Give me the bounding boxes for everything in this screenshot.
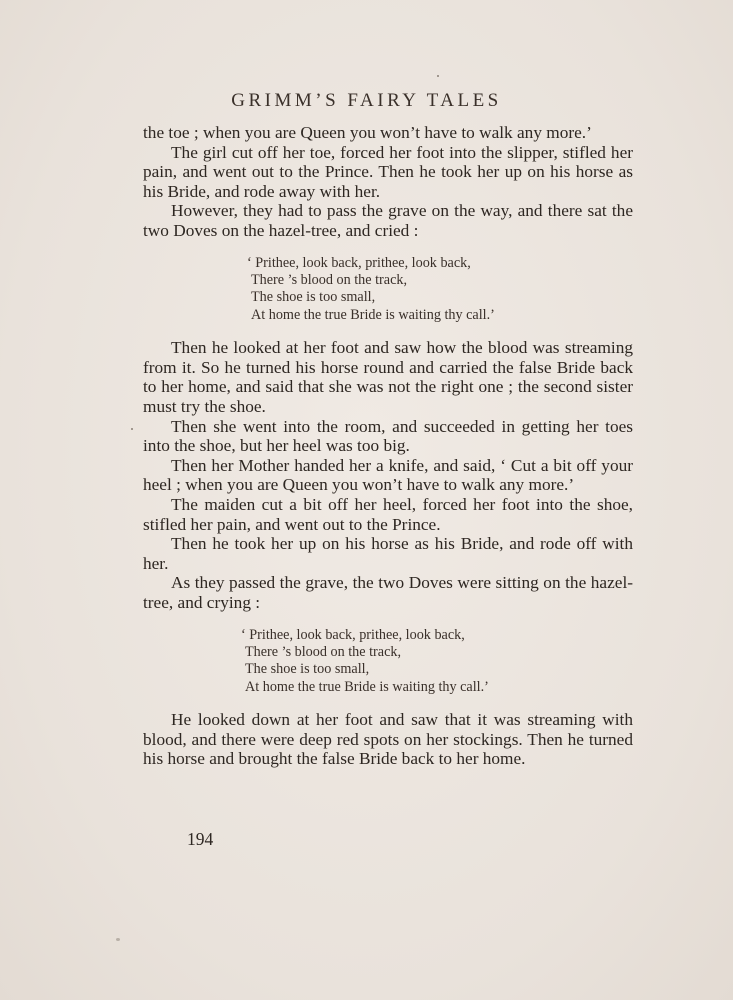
paragraph: As they passed the grave, the two Doves were sitting on the hazel-tree, and crying : <box>143 573 633 612</box>
running-header: GRIMM’S FAIRY TALES <box>231 90 502 111</box>
verse-line: ‘ Prithee, look back, prithee, look back, <box>241 626 465 643</box>
verse-line: There ’s blood on the track, <box>245 643 402 660</box>
verse-stanza <box>247 255 633 325</box>
verse-line: There ’s blood on the track, <box>251 271 408 288</box>
page-number: 194 <box>187 829 214 849</box>
paragraph: the toe ; when you are Queen you won’t have to walk any more.’ <box>143 123 592 142</box>
paper-speck <box>131 428 133 430</box>
paragraph: He looked down at her foot and saw that it was streaming with blood, and there were deep red spots on her stockings. Then he turned his horse and brought the false Bride back to her home. <box>143 710 633 769</box>
paragraph: The maiden cut a bit off her heel, forced her foot into the shoe, stifled her pain, and went out to the Prince. <box>143 494 633 534</box>
verse-line: At home the true Bride is waiting thy call.’ <box>245 678 489 695</box>
verse-line: ‘ Prithee, look back, prithee, look back, <box>247 254 471 271</box>
paragraph: The girl cut off her toe, forced her foot into the slipper, stifled her pain, and went out to the Prince. Then he took her up on his horse as his Bride, and rode away with her. <box>143 142 633 201</box>
paper-speck <box>116 938 120 941</box>
paragraph: Then he took her up on his horse as his Bride, and rode off with her. <box>143 534 633 573</box>
verse-line: The shoe is too small, <box>245 661 370 678</box>
verse-line: At home the true Bride is waiting thy call.’ <box>251 306 495 323</box>
page-body <box>143 123 633 769</box>
verse-stanza <box>241 627 633 697</box>
paragraph: Then she went into the room, and succeeded in getting her toes into the shoe, but her heel was too big. <box>143 416 633 456</box>
paragraph: Then her Mother handed her a knife, and said, ‘ Cut a bit off your heel ; when you are Queen you won’t have to walk any more.’ <box>143 455 633 495</box>
paragraph: However, they had to pass the grave on the way, and there sat the two Doves on the hazel-tree, and cried : <box>143 201 633 240</box>
verse-line: The shoe is too small, <box>251 289 376 306</box>
paragraph: Then he looked at her foot and saw how the blood was streaming from it. So he turned his horse round and carried the false Bride back to her home, and said that she was not the right one ; the second sister must try the shoe. <box>143 338 633 416</box>
paper-speck <box>437 75 439 77</box>
